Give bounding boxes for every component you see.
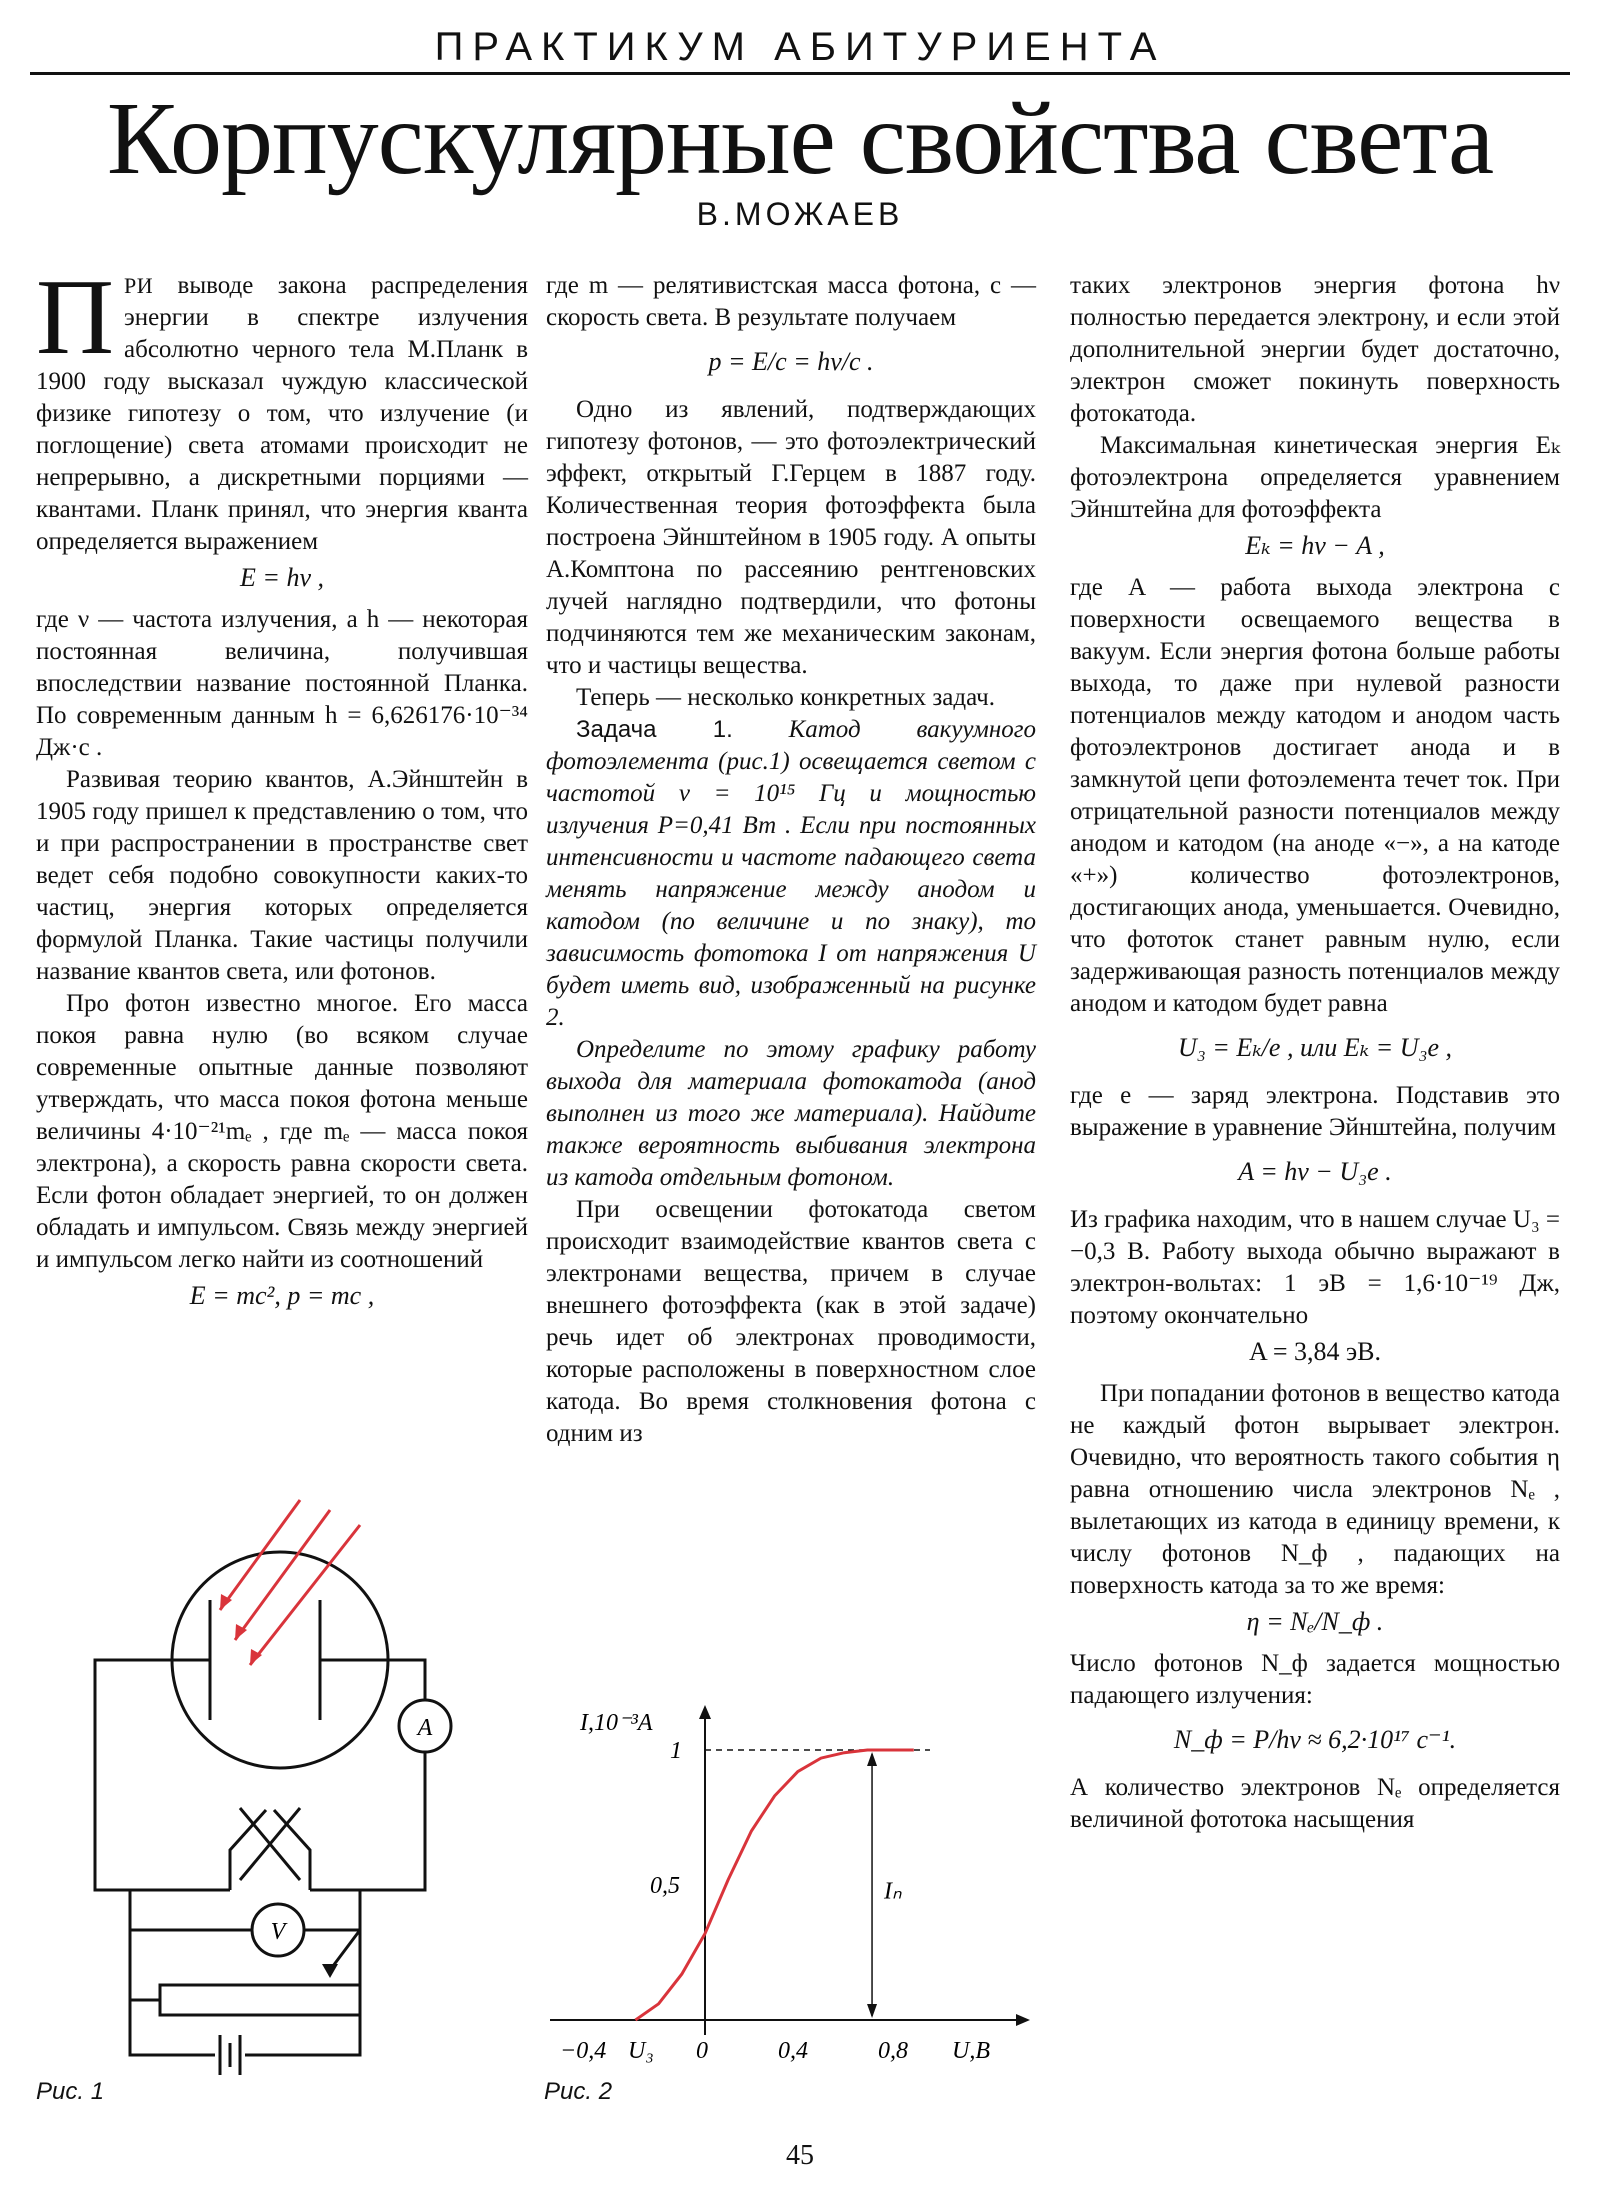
paragraph-tasks-intro: Теперь — несколько конкретных задач. [576,684,995,711]
paragraph-electron-count: А количество электронов Nₑ определяется величиной фототока насыщения [1070,1774,1560,1833]
formula-einstein: Eₖ = hν − A , [1245,531,1385,560]
x-axis-label: U,В [952,2038,990,2064]
paragraph-relativistic-mass: где m — релятивистская масса фотона, c — скорость света. В результате получаем [546,272,1036,331]
article-author: В.МОЖАЕВ [696,196,904,232]
formula-work-function: A = hν − U₃e . [1238,1157,1392,1186]
column-3 [1070,270,1560,1836]
paragraph-planck-constant: где ν — частота излучения, а h — некоторая постоянная величина, получившая впоследствии название постоянной Планка. По современным данным h = 6,626176·10⁻³⁴ Дж·с . [36,606,528,761]
paragraph-electron-energy: таких электронов энергия фотона hν полностью передается электрону, и если этой дополнительной энергии будет достаточно, электрон сможет покинуть поверхность фотокатода. [1070,272,1560,427]
rheostat [160,1985,360,2015]
paragraph-work-function: где A — работа выхода электрона с поверхности освещаемого вещества в вакуум. Если энергия фотона больше работы выхода, то даже при нулевой разности потенциалов между катодом и анодом часть фотоэлектронов достигает анода и в замкнутой цепи фотоэлемента течет ток. При отрицательной разности потенциалов между анодом и катодом (на аноде «−», а на катоде «+») количество фотоэлектронов, достигающих анода, уменьшается. Очевидно, что фототок станет равным нулю, если задерживающая разность потенциалов между анодом и катодом будет равна [1070,574,1560,1017]
x-tick-u3: U₃ [628,2038,654,2064]
paragraph-einstein: Развивая теорию квантов, А.Эйнштейн в 1905 году пришел к представлению о том, что и при распространении в пространстве свет ведет себя подобно совокупности каких-то частиц, энергия которых определяется формулой Планка. Такие частицы получили название квантов света, или фотонов. [36,766,528,985]
photocurrent-chart [540,1690,1040,2070]
x-tick-0-8: 0,8 [878,2038,908,2064]
intro-caps: РИ [124,273,154,298]
paragraph-photon: Про фотон известно многое. Его масса покоя равна нулю (во всяком случае современные опытные данные позволяют утверждать, что масса покоя фотона меньше величины 4·10⁻²¹mₑ , где mₑ — масса покоя электрона), а скорость равна скорости света. Если фотон обладает энергией, то он должен обладать и импульсом. Связь между энергией и импульсом легко найти из соотношений [36,990,528,1273]
article-title: Корпускулярные свойства света [106,81,1494,196]
formula-answer: A = 3,84 эВ. [1248,1337,1381,1366]
wire-switch-right [274,1810,310,1890]
paragraph-photon-count: Число фотонов N_ф задается мощностью падающего излучения: [1070,1650,1560,1709]
paragraph-electron-charge: где e — заряд электрона. Подставив это выражение в уравнение Эйнштейна, получим [1070,1082,1560,1141]
wire-right-top [320,1660,425,1700]
figure-2-graph [540,1690,1040,2110]
drop-cap: П [36,258,114,377]
circuit-diagram [30,1360,500,2160]
task-1 [546,714,1036,1034]
figure-2-caption: Рис. 2 [544,2078,613,2105]
saturation-arrow-head-top [867,1752,877,1766]
figure-1-caption: Рис. 1 [36,2078,105,2105]
formula-stopping-voltage: U₃ = Eₖ/e , или Eₖ = U₃e , [1177,1033,1453,1062]
formula-photon-count: N_ф = P/hν ≈ 6,2·10¹⁷ с⁻¹. [1173,1725,1457,1754]
paragraph-solution-start: При освещении фотокатода светом происходит взаимодействие квантов света с электронами вещества, причем в случае внешнего фотоэффекта (как в этой задаче) речь идет об электронах проводимости, которые расположены в поверхностном слое катода. Во время столкновения фотона с одним из [546,1196,1036,1447]
task-1-text: Катод вакуумного фотоэлемента (рис.1) освещается светом с частотой ν = 10¹⁵ Гц и мощностью излучения P=0,41 Вт . Если при постоянных интенсивности и частоте падающего света менять напряжение между анодом и катодом (по величине и по знаку), то зависимость фототока I от напряжения U будет иметь вид, изображенный на рисунке 2. [546,716,1037,1031]
formula-probability: η = Nₑ/N_ф . [1246,1607,1384,1636]
column-1 [36,258,529,1322]
saturation-arrow-head-bottom [867,2004,877,2018]
formula-momentum: p = E/c = hν/c . [708,347,874,376]
wire-right-bottom [310,1752,425,1890]
wire-battery-right [245,2015,360,2055]
paragraph-graph-result: Из графика находим, что в нашем случае U₃ = −0,3 В. Работу выхода обычно выражают в электрон-вольтах: 1 эВ = 1,6·10⁻¹⁹ Дж, поэтому окончательно [1070,1206,1561,1329]
y-tick-0-5: 0,5 [650,1873,680,1899]
column-2 [546,270,1036,1450]
ammeter-label: A [417,1715,433,1741]
figure-1-circuit [30,1360,500,2160]
paragraph-photoeffect: Одно из явлений, подтверждающих гипотезу фотонов, — это фотоэлектрический эффект, открытый Г.Герцем в 1887 году. Количественная теория фотоэффекта была построена Эйнштейном в 1905 году. А опыты А.Комптона по рассеянию рентгеновских лучей наглядно подтвердили, что фотоны подчиняются тем же механическим законам, что и частицы вещества. [546,396,1036,679]
y-tick-1: 1 [670,1738,682,1764]
voltmeter-label: V [270,1919,286,1945]
x-tick-0: 0 [696,2038,708,2064]
section-rubric: ПРАКТИКУМ АБИТУРИЕНТА [434,25,1166,69]
task-1-label: Задача 1. [576,716,733,743]
task-1-question: Определите по этому графику работу выхода для материала фотокатода (анод выполнен из того же материала). Найдите также вероятность выбивания электрона из катода отдельным фотоном. [546,1036,1036,1191]
wire-lower-loop [130,1890,230,2055]
paragraph-probability: При попадании фотонов в вещество катода не каждый фотон вырывает электрон. Очевидно, что вероятность такого события η равна отношению числа электронов Nₑ , вылетающих из катода в единицу времени, к числу фотонов N_ф , падающих на поверхность катода за то же время: [1070,1380,1560,1599]
saturation-current-label: Iₙ [884,1878,902,1905]
paragraph-intro [36,258,529,558]
paragraph-kinetic-energy: Максимальная кинетическая энергия Eₖ фотоэлектрона определяется уравнением Эйнштейна для фотоэффекта [1070,432,1560,523]
light-ray-2 [235,1510,330,1640]
rheostat-slider-arrow [322,1964,338,1978]
intro-text: выводе закона распределения энергии в спектре излучения абсолютно черного тела М.Планк в 1900 году высказал чуждую классической физике гипотезу о том, что излучение (и поглощение) света атомами происходит не непрерывно, а дискретными порциями — квантами. Планк принял, что энергия кванта определяется выражением [36,272,529,555]
page-number: 45 [786,2140,814,2171]
wire-switch-left [230,1810,266,1890]
x-axis-arrow [1016,2014,1030,2026]
y-axis-label: I,10⁻³A [580,1710,653,1736]
formula-energy-momentum: E = mc², p = mc , [189,1281,375,1310]
formula-planck: E = hν , [240,563,324,592]
x-tick-minus-0-4: −0,4 [560,2038,607,2064]
x-tick-0-4: 0,4 [778,2038,808,2064]
light-ray-1 [220,1500,300,1610]
header-divider [30,72,1570,75]
y-axis-arrow [699,1705,711,1719]
